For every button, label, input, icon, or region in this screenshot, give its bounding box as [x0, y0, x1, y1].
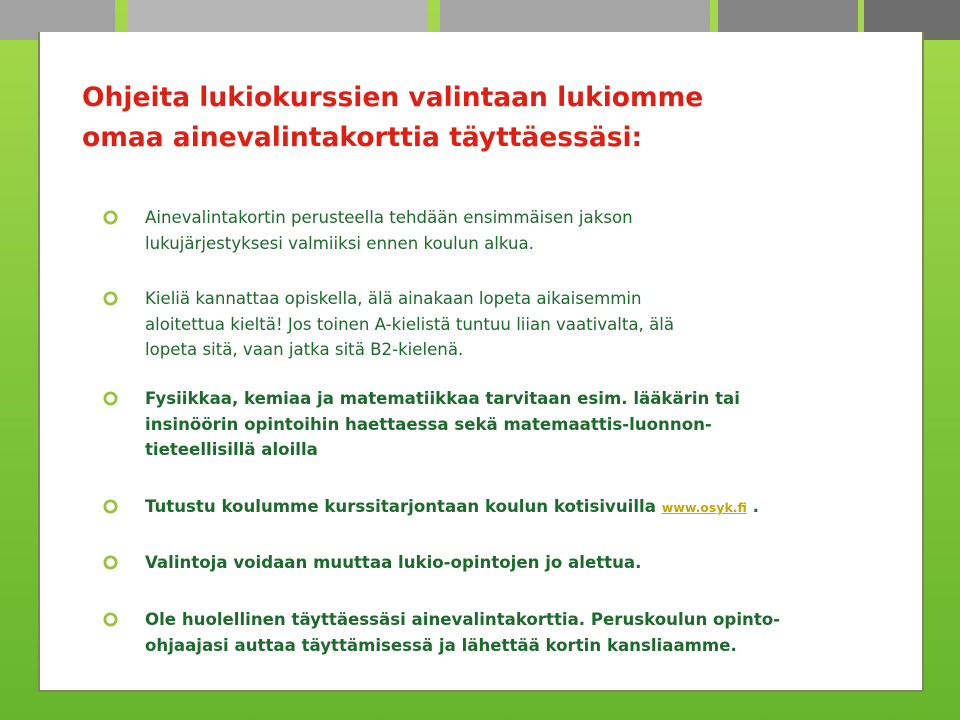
bullet-text [145, 494, 880, 521]
bullet-line: lukujärjestyksesi valmiiksi ennen koulun alkua. [145, 233, 534, 253]
school-website-link[interactable]: www.osyk.fi [661, 500, 747, 515]
title-line: Ohjeita lukiokurssien valintaan lukiomme [82, 82, 704, 113]
bullet-line: insinöörin opintoihin haettaessa sekä matemaattis-luonnon- [145, 414, 712, 434]
circle-bullet-icon [103, 210, 118, 225]
bullet-line: ohjaajasi auttaa täyttämisessä ja lähettää kortin kansliaamme. [145, 635, 737, 655]
slide-title [82, 78, 782, 158]
bullet-line: Valintoja voidaan muuttaa lukio-opintojen jo alettua. [145, 553, 642, 572]
title-line: omaa ainevalintakorttia täyttäessäsi: [82, 122, 643, 153]
circle-bullet-icon [103, 612, 118, 627]
bullet-line: lopeta sitä, vaan jatka sitä B2-kielenä. [145, 340, 464, 359]
bullet-text [145, 205, 880, 256]
bullet-line: Ole huolellinen täyttäessäsi ainevalintakorttia. Peruskoulun opinto- [145, 610, 781, 629]
circle-bullet-icon [103, 391, 118, 406]
bullet-line: Tutustu koulumme kurssitarjontaan koulun kotisivuilla [145, 497, 662, 516]
bullet-line: Kieliä kannattaa opiskella, älä ainakaan lopeta aikaisemmin [145, 289, 642, 308]
bullet-text [145, 607, 880, 658]
bullet-text [145, 386, 880, 463]
circle-bullet-icon [103, 499, 118, 514]
bullet-text [145, 550, 880, 576]
circle-bullet-icon [103, 291, 118, 306]
bullet-line: aloitettua kieltä! Jos toinen A-kielistä tuntuu liian vaativalta, älä [145, 314, 675, 334]
bullet-line-end: . [746, 497, 759, 516]
bullet-line: Fysiikkaa, kemiaa ja matematiikkaa tarvitaan esim. lääkärin tai [145, 389, 740, 408]
bullet-text [145, 286, 880, 363]
circle-bullet-icon [103, 555, 118, 570]
bullet-line: tieteellisillä aloilla [145, 440, 318, 459]
bullet-line: Ainevalintakortin perusteella tehdään ensimmäisen jakson [145, 208, 633, 227]
